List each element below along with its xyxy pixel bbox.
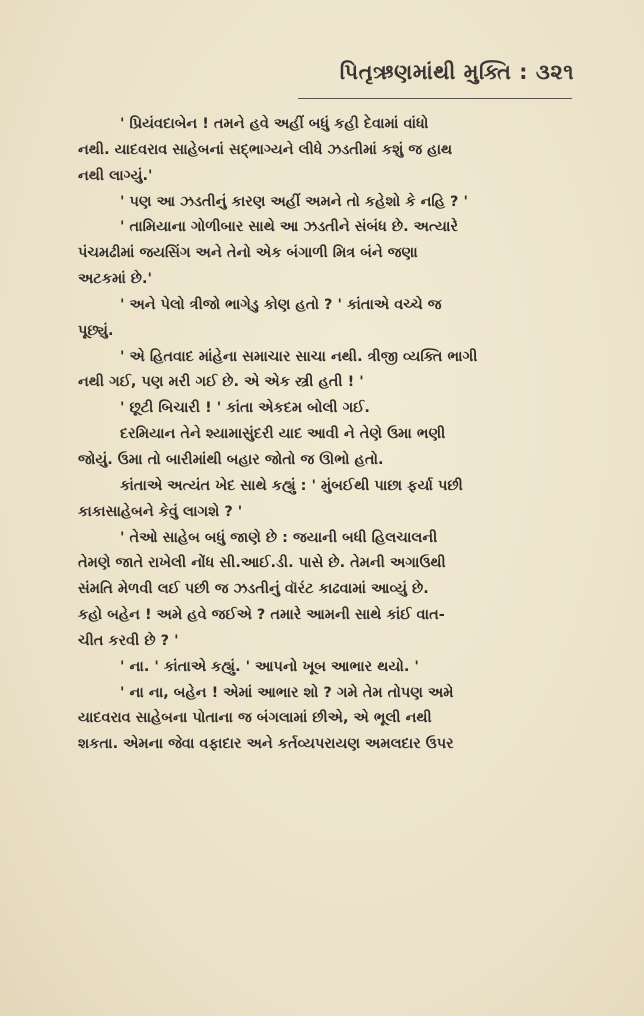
running-head: પિતૃઋણમાંથી મુક્તિ : ૩૨૧ bbox=[339, 60, 574, 84]
text-line: ' એ હિતવાદ માંહેના સમાચાર સાચા નથી. ત્રીજી વ્યક્તિ ભાગી bbox=[120, 348, 478, 365]
text-line: કાકાસાહેબને કેવું લાગશે ? ' bbox=[78, 503, 243, 520]
text-line: ' અને પેલો ત્રીજો ભાગેડુ કોણ હતો ? ' કાંતાએ વચ્ચે જ bbox=[120, 296, 442, 313]
header-rule bbox=[298, 98, 572, 99]
text-line: ' ના ના, બહેન ! એમાં આભાર શો ? ગમે તેમ તોપણ અમે bbox=[120, 684, 454, 701]
text-line: યાદવરાવ સાહેબના પોતાના જ બંગલામાં છીએ, એ ભૂલી નથી bbox=[78, 710, 432, 727]
text-line: ' ના. ' કાંતાએ કહ્યું. ' આપનો ખૂબ આભાર થયો. ' bbox=[120, 658, 419, 675]
text-line: નથી ગઈ, પણ મરી ગઈ છે. એ એક સ્ત્રી હતી ! ' bbox=[78, 374, 364, 391]
text-line: અટકમાં છે.' bbox=[78, 271, 152, 288]
body-text bbox=[78, 112, 584, 758]
text-line: કાંતાએ અત્યંત ખેદ સાથે કહ્યું : ' મુંબઈથી પાછા ફર્યા પછી bbox=[120, 477, 463, 494]
text-line: નથી લાગ્યું.' bbox=[78, 167, 153, 184]
text-line: કહો બહેન ! અમે હવે જઈએ ? તમારે આમની સાથે કાંઈ વાત- bbox=[78, 607, 445, 624]
text-line: પૂછ્યું. bbox=[78, 322, 114, 339]
text-line: ' છૂટી બિચારી ! ' કાંતા એકદમ બોલી ગઈ. bbox=[120, 400, 370, 417]
text-line: જોયું. ઉમા તો બારીમાંથી બહાર જોતો જ ઊભો હતો. bbox=[78, 451, 384, 468]
text-line: શકતા. એમના જેવા વફાદાર અને કર્તવ્યપરાયણ અમલદાર ઉપર bbox=[78, 736, 454, 753]
text-line: ' તેઓ સાહેબ બધું જાણે છે : જયાની બધી હિલચાલની bbox=[120, 529, 438, 546]
text-line: પંચમઢીમાં જયસિંગ અને તેનો એક બંગાળી મિત્ર બંને જણા bbox=[78, 245, 418, 262]
text-line: ' તામિયાના ગોળીબાર સાથે આ ઝડતીને સંબંધ છે. અત્યારે bbox=[120, 219, 458, 236]
text-line: ચીત કરવી છે ? ' bbox=[78, 632, 179, 649]
text-line: સંમતિ મેળવી લઈ પછી જ ઝડતીનું વૉરંટ કાઢવામાં આવ્યું છે. bbox=[78, 581, 429, 598]
text-line: નથી. યાદવરાવ સાહેબનાં સદ્ભાગ્યને લીધે ઝડતીમાં કશું જ હાથ bbox=[78, 141, 453, 158]
text-line: ' પ્રિયંવદાબેન ! તમને હવે અહીં બધું કહી દેવામાં વાંધો bbox=[120, 116, 429, 132]
text-line: તેમણે જાતે રાખેલી નોંધ સી.આઈ.ડી. પાસે છે. તેમની અગાઉથી bbox=[78, 555, 446, 572]
text-line: ' પણ આ ઝડતીનું કારણ અહીં અમને તો કહેશો કે નહિ ? ' bbox=[120, 193, 468, 210]
text-line: દરમિયાન તેને શ્યામાસુંદરી યાદ આવી ને તેણે ઉમા ભણી bbox=[120, 426, 446, 443]
